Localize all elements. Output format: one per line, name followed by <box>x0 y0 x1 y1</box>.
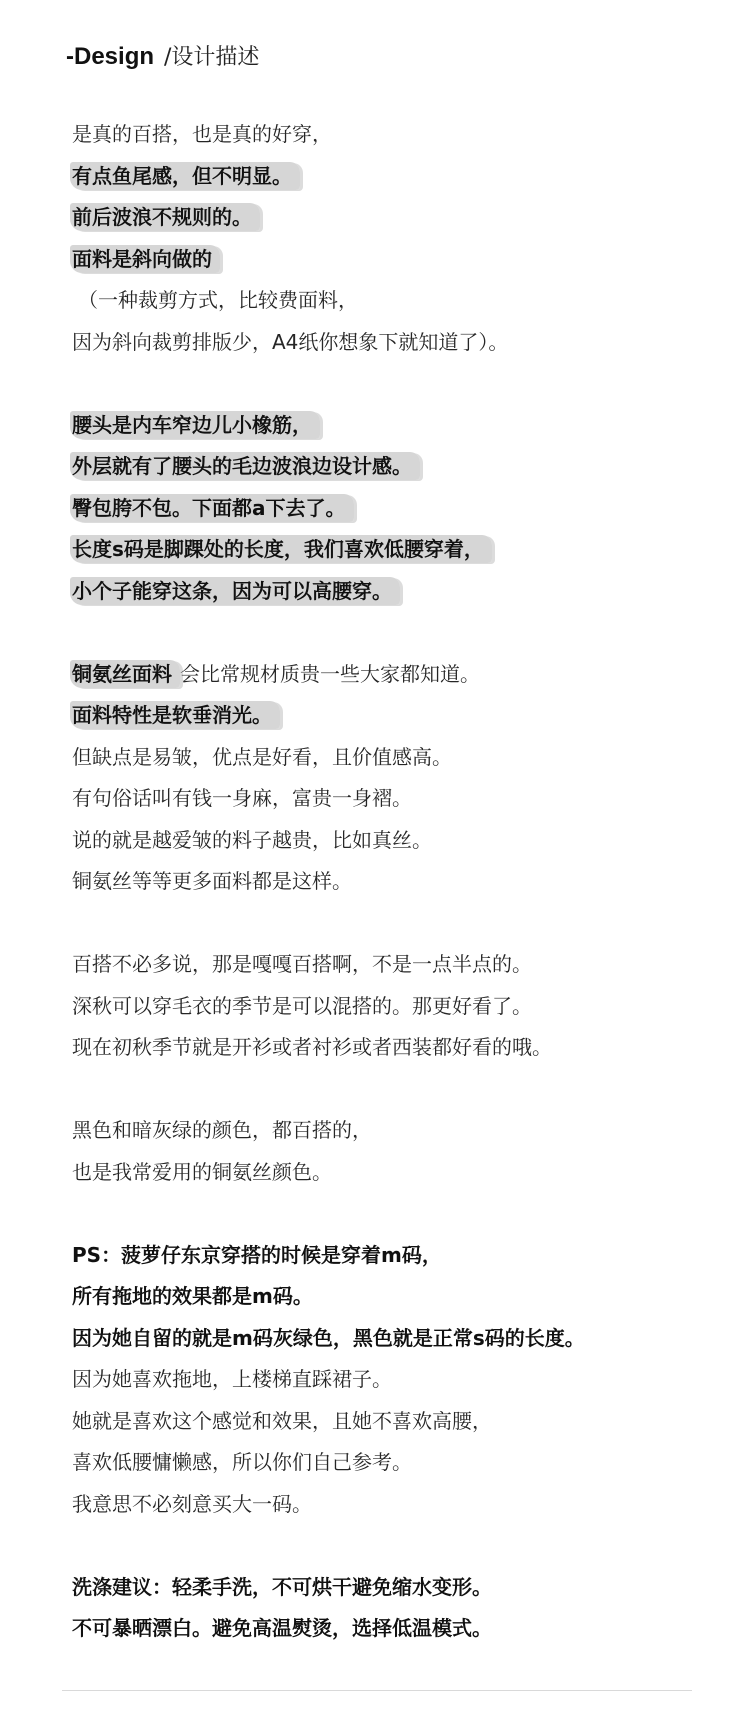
header-title-en: -Design <box>66 43 155 70</box>
highlighted-line <box>72 446 712 488</box>
bold-line: PS：菠萝仔东京穿搭的时候是穿着m码， <box>72 1242 442 1267</box>
text-line: 黑色和暗灰绿的颜色，都百搭的， <box>72 1118 372 1142</box>
bottom-divider <box>62 1690 692 1691</box>
text-line: 她就是喜欢这个感觉和效果，且她不喜欢高腰， <box>72 1408 492 1433</box>
text-line: 我意思不必刻意买大一码。 <box>72 1491 312 1516</box>
highlighted-line <box>72 571 712 613</box>
description-body <box>72 114 712 1650</box>
highlighted-line <box>72 197 712 239</box>
header-title-cn: /设计描述 <box>164 45 260 70</box>
highlight-mark: 小个子能穿这条，因为可以高腰穿。 <box>70 577 400 605</box>
text-line: 深秋可以穿毛衣的季节是可以混搭的。那更好看了。 <box>72 993 532 1018</box>
text-line: 百搭不必多说，那是嘎嘎百搭啊，不是一点半点的。 <box>72 952 532 976</box>
highlighted-line <box>72 239 712 281</box>
text-line: （一种裁剪方式，比较费面料， <box>78 288 358 312</box>
highlight-mark: 长度s码是脚踝处的长度，我们喜欢低腰穿着， <box>70 535 492 563</box>
highlighted-line <box>72 695 712 737</box>
highlight-mark: 前后波浪不规则的。 <box>70 203 260 231</box>
paragraph-spacer <box>72 903 712 945</box>
highlight-mark: 腰头是内车窄边儿小橡筋， <box>70 411 320 439</box>
paragraph-spacer <box>72 1525 712 1567</box>
text-line: 喜欢低腰慵懒感，所以你们自己参考。 <box>72 1450 412 1474</box>
paragraph-spacer <box>72 363 712 405</box>
wash-instructions-line: 洗涤建议：轻柔手洗，不可烘干避免缩水变形。 <box>72 1574 492 1599</box>
highlight-mark: 面料特性是软垂消光。 <box>70 701 280 729</box>
highlight-mark: 有点鱼尾感，但不明显。 <box>70 162 300 190</box>
highlighted-line <box>72 529 712 571</box>
text-fragment: 会比常规材质贵一些大家都知道。 <box>180 661 480 686</box>
text-line: 说的就是越爱皱的料子越贵，比如真丝。 <box>72 827 432 852</box>
paragraph-spacer <box>72 1193 712 1235</box>
highlighted-line <box>72 488 712 530</box>
highlight-mark: 面料是斜向做的 <box>70 245 220 273</box>
highlighted-line <box>72 156 712 198</box>
text-line: 是真的百搭，也是真的好穿， <box>72 122 332 146</box>
text-line: 铜氨丝等等更多面料都是这样。 <box>72 869 352 893</box>
bold-line: 所有拖地的效果都是m码。 <box>72 1284 313 1308</box>
highlighted-line <box>72 405 712 447</box>
text-line: 有句俗话叫有钱一身麻，富贵一身褶。 <box>72 786 412 810</box>
wash-instructions-line: 不可暴晒漂白。避免高温熨烫，选择低温模式。 <box>72 1616 492 1640</box>
text-line: 现在初秋季节就是开衫或者衬衫或者西装都好看的哦。 <box>72 1035 552 1059</box>
highlight-mark: 铜氨丝面料 <box>70 660 180 688</box>
highlight-mark: 臀包胯不包。下面都a下去了。 <box>70 494 354 522</box>
bold-line: 因为她自留的就是m码灰绿色，黑色就是正常s码的长度。 <box>72 1325 585 1350</box>
highlight-mark: 外层就有了腰头的毛边波浪边设计感。 <box>70 452 420 480</box>
mixed-line <box>72 654 712 696</box>
text-line: 因为她喜欢拖地，上楼梯直踩裙子。 <box>72 1367 392 1391</box>
text-line: 因为斜向裁剪排版少，A4纸你想象下就知道了）。 <box>72 329 509 354</box>
paragraph-spacer <box>72 1069 712 1111</box>
section-header <box>66 40 259 80</box>
text-line: 但缺点是易皱，优点是好看，且价值感高。 <box>72 744 452 769</box>
paragraph-spacer <box>72 612 712 654</box>
text-line: 也是我常爱用的铜氨丝颜色。 <box>72 1159 332 1184</box>
